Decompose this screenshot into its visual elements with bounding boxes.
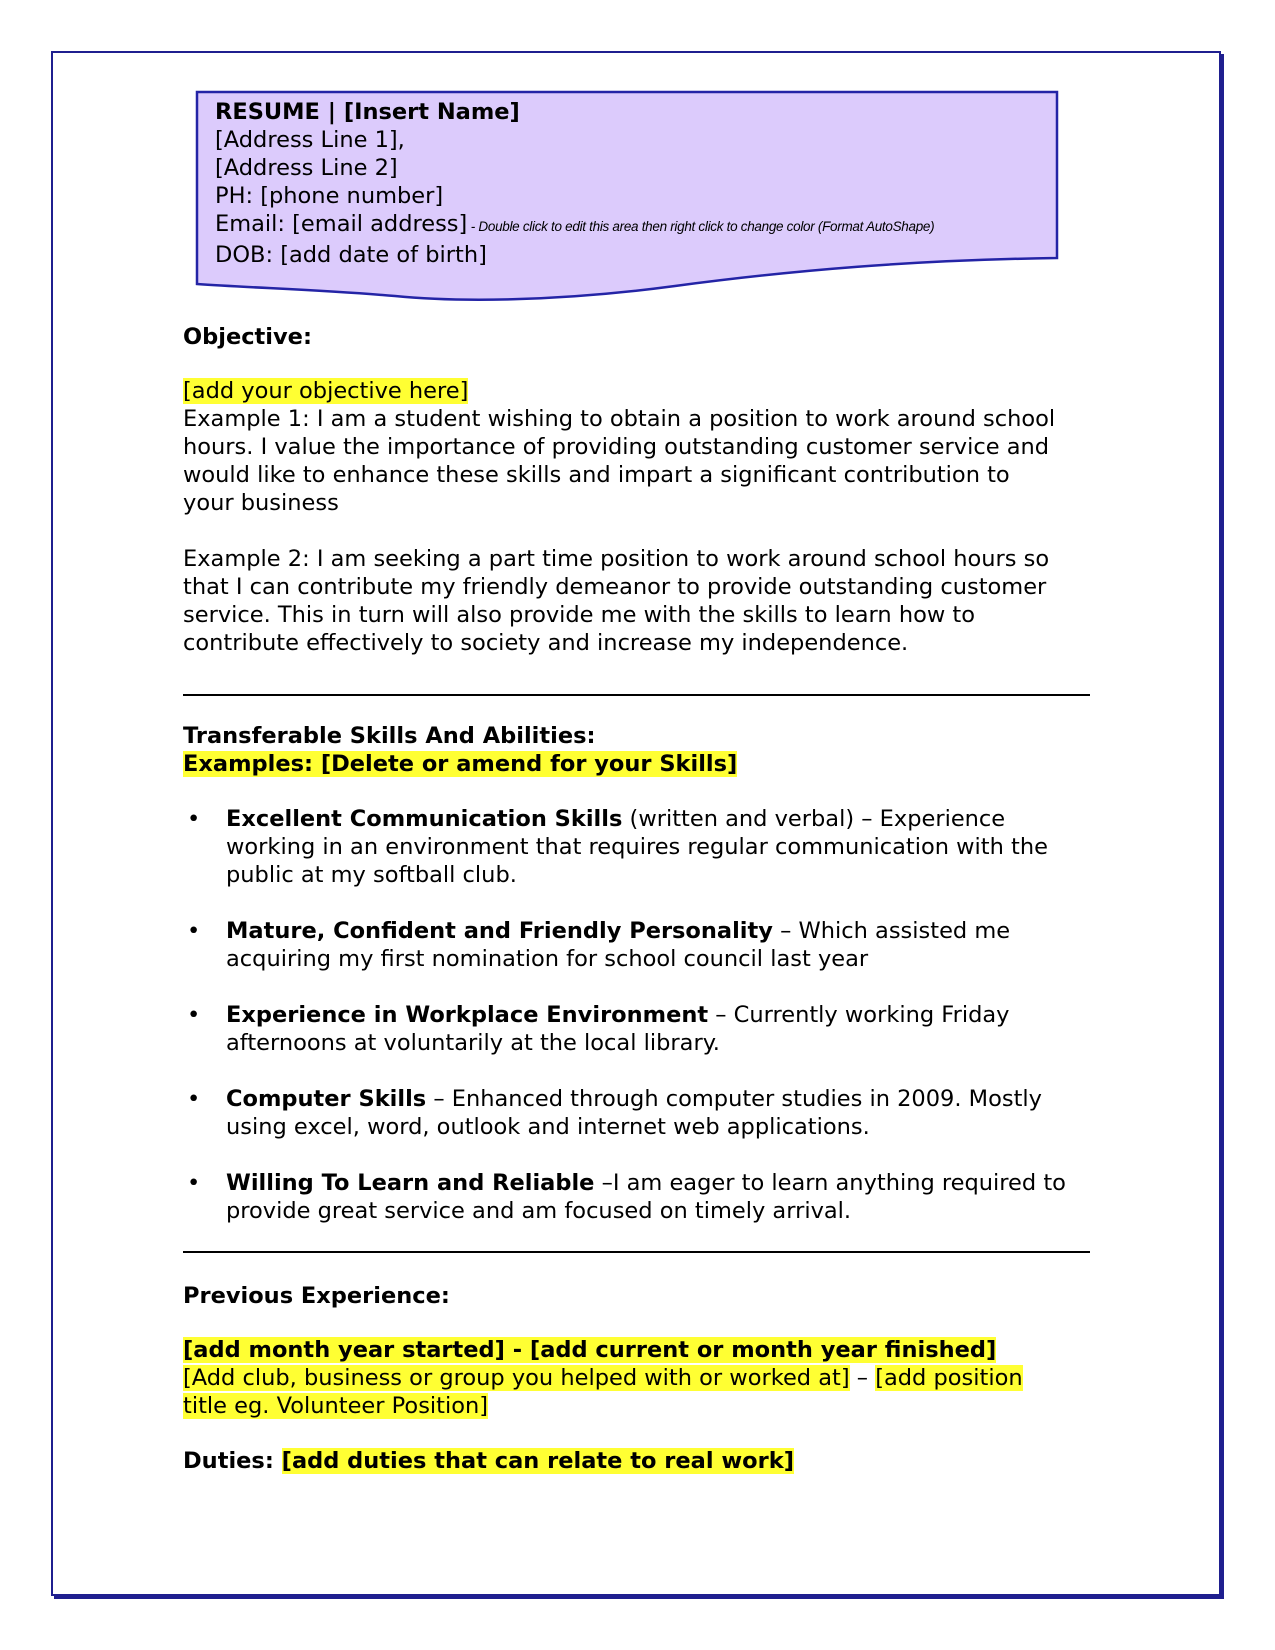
skill-title: Excellent Communication Skills: [226, 806, 623, 832]
bullet-icon: •: [187, 918, 201, 944]
experience-dates: [add month year started] - [add current or month year finished]: [183, 1337, 997, 1363]
experience-heading: Previous Experience:: [183, 1283, 450, 1309]
email-line: Email: [email address]: [215, 211, 468, 237]
skills-list: [184, 805, 1084, 1253]
divider-2: [183, 1251, 1090, 1253]
dob-line: DOB: [add date of birth]: [215, 242, 487, 268]
example-1-line-2: hours. I value the importance of providing outstanding customer service and: [183, 434, 1050, 460]
objective-placeholder: [add your objective here]: [183, 378, 469, 404]
skill-title: Willing To Learn and Reliable: [226, 1170, 595, 1196]
header-box[interactable]: [195, 90, 1080, 320]
email-row: [215, 210, 934, 241]
bullet-icon: •: [187, 1002, 201, 1028]
duties-label: Duties:: [183, 1448, 282, 1474]
example-2-line-1: Example 2: I am seeking a part time position to work around school hours so: [183, 546, 1050, 572]
skills-heading: Transferable Skills And Abilities:: [183, 723, 596, 749]
bullet-icon: •: [187, 1086, 201, 1112]
skill-text: – Currently working Friday afternoons at voluntarily at the local library.: [226, 1002, 1010, 1056]
skills-subheading: Examples: [Delete or amend for your Skills]: [183, 751, 738, 777]
skill-item: [184, 1001, 1084, 1057]
example-1-line-4: your business: [183, 490, 339, 516]
skill-item: [184, 1085, 1084, 1141]
skill-text: – Enhanced through computer studies in 2009. Mostly using excel, word, outlook and internet web applications.: [226, 1086, 1042, 1140]
resume-title: RESUME | [Insert Name]: [215, 99, 520, 125]
header-text: [215, 98, 934, 269]
address-line-2: [Address Line 2]: [215, 155, 398, 181]
phone-line: PH: [phone number]: [215, 183, 444, 209]
example-1-line-1: Example 1: I am a student wishing to obtain a position to work around school: [183, 406, 1056, 432]
skill-title: Experience in Workplace Environment: [226, 1002, 709, 1028]
example-2-line-2: that I can contribute my friendly demeanor to provide outstanding customer: [183, 574, 1047, 600]
skill-title: Computer Skills: [226, 1086, 427, 1112]
experience-place: [Add club, business or group you helped with or worked at]: [183, 1365, 850, 1391]
duties-value: [add duties that can relate to real work]: [281, 1448, 794, 1474]
skill-item: [184, 1169, 1084, 1225]
skill-item: [184, 917, 1084, 973]
bullet-icon: •: [187, 1170, 201, 1196]
divider-1: [183, 694, 1090, 696]
skill-text: –I am eager to learn anything required to provide great service and am focused on timely arrival.: [226, 1170, 1066, 1224]
skill-item: [184, 805, 1084, 889]
experience-position-1: [add position: [875, 1365, 1023, 1391]
objective-block: [183, 377, 1093, 657]
example-2-line-3: service. This in turn will also provide me with the skills to learn how to: [183, 602, 975, 628]
skills-subheading-row: [183, 750, 737, 778]
experience-dash: –: [849, 1365, 876, 1391]
example-2-line-4: contribute effectively to society and increase my independence.: [183, 630, 909, 656]
experience-block: [183, 1336, 1093, 1420]
example-1-line-3: would like to enhance these skills and impart a significant contribution to: [183, 462, 1010, 488]
skill-text: – Which assisted me acquiring my first nomination for school council last year: [226, 918, 1011, 972]
objective-heading: Objective:: [183, 324, 312, 350]
duties-row: [183, 1447, 794, 1475]
address-line-1: [Address Line 1],: [215, 127, 405, 153]
bullet-icon: •: [187, 806, 201, 832]
skill-text: (written and verbal) – Experience working in an environment that requires regular communication with the public at my softball club.: [226, 806, 1048, 888]
edit-note: - Double click to edit this area then right click to change color (Format AutoShape): [467, 219, 935, 234]
experience-position-2: title eg. Volunteer Position]: [183, 1393, 489, 1419]
skill-title: Mature, Confident and Friendly Personality: [226, 918, 773, 944]
